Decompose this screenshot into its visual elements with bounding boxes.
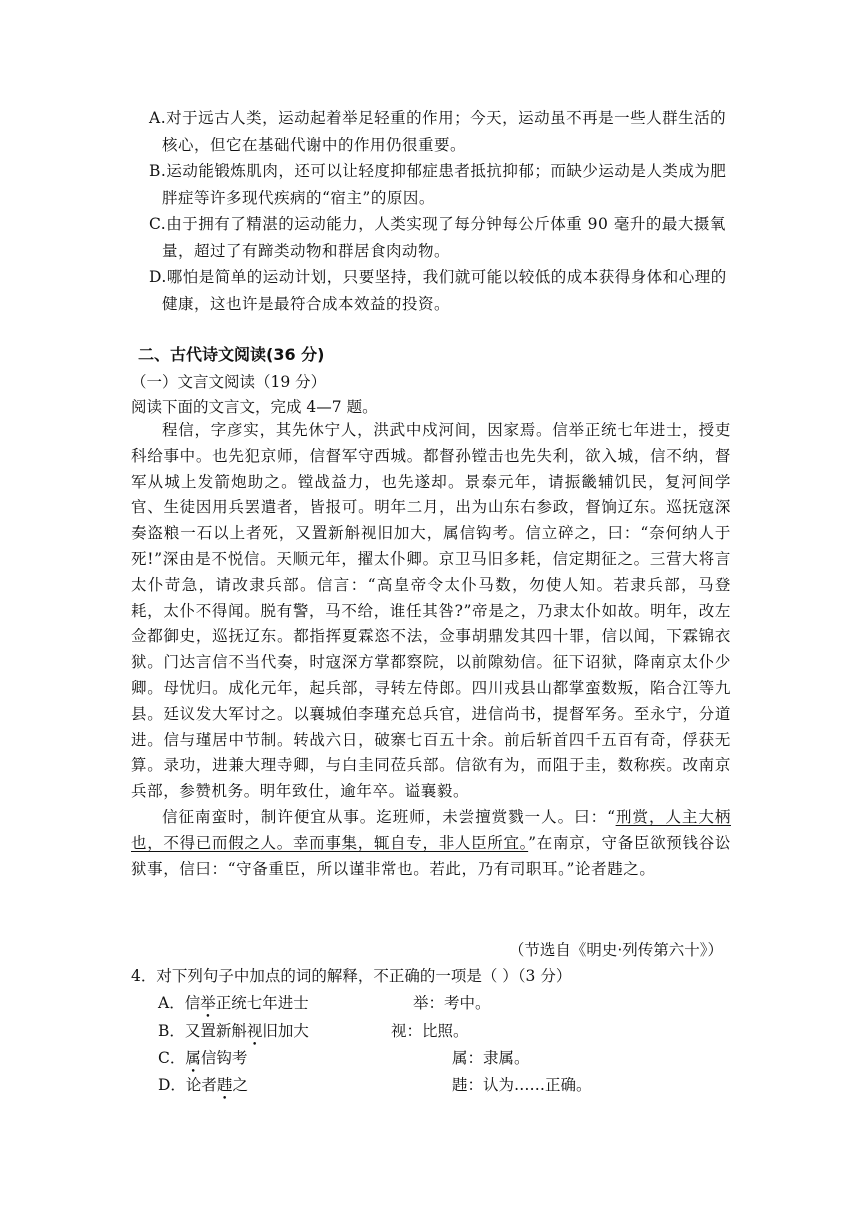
option-b: B.运动能锻炼肌肉，还可以让轻度抑郁症患者抵抗抑郁；而缺少运动是人类成为肥胖症等许多现代疾病的“宿主”的原因。 [149, 162, 727, 207]
passage-source: （节选自《明史·列传第六十》） [508, 941, 723, 959]
classical-passage [131, 418, 731, 882]
section-subtitle: （一）文言文阅读（19 分） [131, 373, 327, 391]
choice-a [158, 991, 309, 1013]
dotted-word: 韪 [216, 1076, 233, 1094]
dotted-word: 属 [185, 1049, 201, 1067]
question-4-stem: 4．对下列句子中加点的词的解释，不正确的一项是（ ）（3 分） [131, 967, 572, 985]
choice-d [158, 1073, 248, 1095]
paragraph-2-intro: 信征南蛮时，制许便宜从事。迄班师，未尝擅赏戮一人。曰：“ [162, 807, 616, 826]
choice-a-suffix: 正统七年进士 [215, 994, 309, 1012]
choice-b-prefix: B．又置新斛 [158, 1022, 247, 1040]
section-instruction: 阅读下面的文言文，完成 4—7 题。 [131, 398, 378, 416]
option-c: C.由于拥有了精湛的运动能力，人类实现了每分钟每公斤体重 90 毫升的最大摄氧量，超过了有蹄类动物和群居食肉动物。 [149, 215, 726, 260]
choice-a-prefix: A．信 [158, 994, 201, 1012]
paragraph-2-rest: ”在南京，守备臣欲预钱谷讼狱事，信曰：“守备重臣，所以谨非常也。若此，乃有司职耳。”论者韪之。 [131, 833, 731, 878]
choice-c-suffix: 信钩考 [200, 1049, 248, 1067]
choice-b-suffix: 旧加大 [262, 1022, 309, 1040]
section-title: 二、古代诗文阅读(36 分) [138, 345, 325, 364]
choice-b-explanation: 视：比照。 [391, 1022, 469, 1040]
underlined-sentence: 刑赏，人主大柄也，不得已而假之人。幸而事集，辄自专，非人臣所宜。 [131, 807, 731, 852]
choice-d-explanation: 韪：认为……正确。 [452, 1076, 592, 1094]
choice-d-suffix: 之 [232, 1076, 248, 1094]
option-d: D.哪怕是简单的运动计划，只要坚持，我们就可能以较低的成本获得身体和心理的健康，这也许是最符合成本效益的投资。 [149, 268, 727, 313]
choice-a-explanation: 举：考中。 [413, 994, 491, 1012]
choice-b [158, 1019, 309, 1041]
dotted-word: 举 [200, 994, 216, 1012]
choice-c [158, 1046, 247, 1068]
choice-c-explanation: 属：隶属。 [452, 1049, 530, 1067]
dotted-word: 视 [246, 1022, 263, 1040]
option-a: A.对于远古人类，运动起着举足轻重的作用；今天，运动虽不再是一些人群生活的核心，但它在基础代谢中的作用仍很重要。 [149, 109, 727, 154]
passage-paragraph-2 [131, 805, 731, 882]
choice-d-prefix: D．论者 [158, 1076, 217, 1094]
choice-c-prefix: C． [158, 1049, 186, 1067]
passage-paragraph-1: 程信，字彦实，其先休宁人，洪武中戍河间，因家焉。信举正统七年进士，授吏科给事中。也先犯京师，信督军守西城。都督孙镗击也先失利，欲入城，信不纳，督军从城上发箭炮助之。镗战益力，也先遂却。景泰元年，请振畿辅饥民，复河间学官、生徒因用兵罢遣者，皆报可。明年二月，出为山东右参政，督饷辽东。巡抚寇深奏盗粮一石以上者死，又置新斛视旧加大，属信钩考。信立碎之，曰：“奈何纳人于死!”深由是不悦信。天顺元年，擢太仆卿。京卫马旧多耗，信定期征之。三营大将言太仆苛急，请改隶兵部。信言：“高皇帝令太仆马数，勿使人知。若隶兵部，马登耗，太仆不得闻。脱有警，马不给，谁任其咎?”帝是之，乃隶太仆如故。明年，改左佥都御史，巡抚辽东。都指挥夏霖恣不法，佥事胡鼎发其四十罪，信以闻，下霖锦衣狱。门达言信不当代奏，时寇深方掌都察院，以前隙劾信。征下诏狱，降南京太仆少卿。母忧归。成化元年，起兵部，寻转左侍郎。四川戎县山都掌蛮数叛，陷合江等九县。廷议发大军讨之。以襄城伯李瑾充总兵官，进信尚书，提督军务。至永宁，分道进。信与瑾居中节制。转战六日，破寨七百五十余。前后斩首四千五百有奇，俘获无算。录功，进兼大理寺卿，与白圭同莅兵部。信欲有为，而阻于圭，数称疾。改南京兵部，参赞机务。明年致仕，逾年卒。谥襄毅。 [131, 421, 731, 801]
